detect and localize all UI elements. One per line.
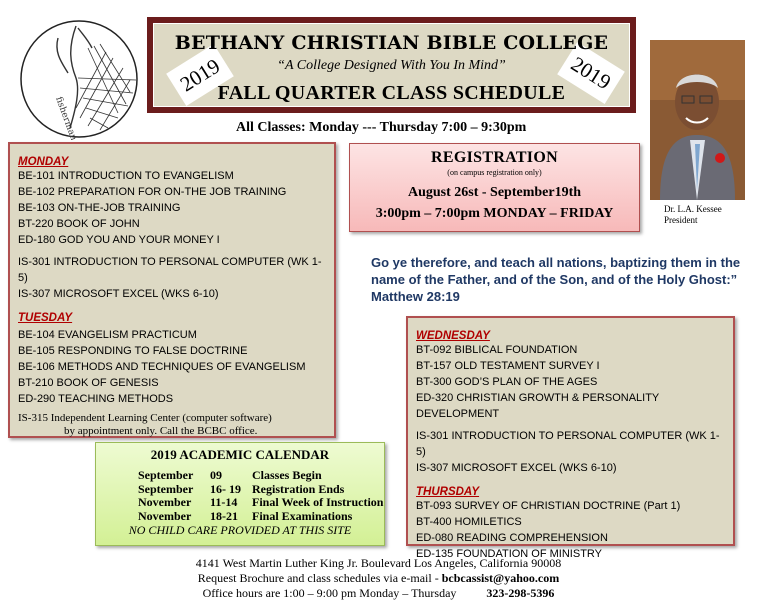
monday-tuesday-schedule	[8, 142, 336, 438]
course-item: BE-101 INTRODUCTION TO EVANGELISM	[18, 170, 234, 182]
calendar-days: 16- 19	[210, 481, 241, 496]
course-item: ED-290 TEACHING METHODS	[18, 393, 174, 405]
tuesday-note-line-1: IS-315 Independent Learning Center (computer software)	[18, 412, 272, 424]
year-badge-right: 2019	[557, 42, 625, 104]
registration-note: (on campus registration only)	[447, 168, 542, 177]
course-item: ED-080 READING COMPREHENSION	[416, 532, 608, 544]
college-logo	[18, 18, 140, 140]
registration-title: REGISTRATION	[431, 149, 558, 166]
thursday-heading: THURSDAY	[416, 486, 480, 498]
calendar-title: 2019 ACADEMIC CALENDAR	[150, 447, 330, 462]
scripture-verse: Go ye therefore, and teach all nations, baptizing them in the name of the Father, and of the Son, and of the Holy Ghost:” Matthew 28:19	[371, 255, 741, 304]
table-row	[138, 510, 383, 524]
monday-heading: MONDAY	[18, 156, 69, 168]
calendar-month: September	[138, 468, 194, 482]
calendar-event: Final Week of Instruction	[252, 495, 384, 509]
course-item: IS-301 INTRODUCTION TO PERSONAL COMPUTER (WK 1-5)	[416, 430, 720, 458]
calendar-table	[138, 469, 383, 523]
wednesday-thursday-schedule	[406, 316, 735, 560]
calendar-event: Final Examinations	[252, 508, 353, 523]
president-title: President	[664, 215, 698, 225]
table-row	[138, 496, 383, 510]
course-item: BE-105 RESPONDING TO FALSE DOCTRINE	[18, 345, 248, 357]
course-item: ED-180 GOD YOU AND YOUR MONEY I	[18, 234, 220, 246]
course-item: BE-103 ON-THE-JOB TRAINING	[18, 202, 181, 214]
footer-office-line	[0, 586, 757, 601]
calendar-event: Registration Ends	[252, 481, 345, 496]
schedule-title: FALL QUARTER CLASS SCHEDULE	[217, 82, 566, 104]
college-name: BETHANY CHRISTIAN BIBLE COLLEGE	[174, 32, 609, 54]
calendar-days: 09	[210, 468, 222, 482]
academic-calendar	[95, 442, 385, 546]
table-row	[138, 483, 383, 497]
president-photo	[650, 40, 745, 200]
contact-phone: 323-298-5396	[486, 586, 555, 600]
course-item: IS-307 MICROSOFT EXCEL (WKS 6-10)	[18, 288, 219, 300]
logo-text: fisherman	[53, 95, 79, 140]
year-badge-left: 2019	[166, 44, 234, 106]
tuesday-note-line-2: by appointment only. Call the BCBC office.	[64, 425, 258, 437]
fisherman-net-logo-icon	[18, 18, 140, 140]
course-item: IS-307 MICROSOFT EXCEL (WKS 6-10)	[416, 462, 617, 474]
registration-hours: 3:00pm – 7:00pm MONDAY – FRIDAY	[375, 206, 614, 221]
all-classes-hours: All Classes: Monday --- Thursday 7:00 – 9:30pm	[236, 120, 527, 135]
course-item: BE-104 EVANGELISM PRACTICUM	[18, 329, 197, 341]
footer	[0, 556, 757, 601]
contact-email-link[interactable]: bcbcassist@yahoo.com	[441, 571, 560, 585]
course-item: BT-210 BOOK OF GENESIS	[18, 377, 159, 389]
course-item: BT-220 BOOK OF JOHN	[18, 218, 140, 230]
wednesday-heading: WEDNESDAY	[416, 330, 490, 342]
header-banner	[147, 17, 636, 113]
calendar-days: 18-21	[210, 508, 238, 523]
president-caption	[664, 204, 722, 226]
childcare-note: NO CHILD CARE PROVIDED AT THIS SITE	[128, 523, 352, 537]
footer-office-hours: Office hours are 1:00 – 9:00 pm Monday – Thursday	[202, 586, 457, 600]
president-name: Dr. L.A. Kessee	[664, 204, 722, 214]
registration-box	[349, 143, 640, 232]
course-item: ED-320 CHRISTIAN GROWTH & PERSONALITY DEVELOPMENT	[416, 392, 660, 420]
course-item: IS-301 INTRODUCTION TO PERSONAL COMPUTER (WK 1-5)	[18, 256, 322, 284]
calendar-days: 11-14	[210, 495, 238, 509]
course-item: ED-135 FOUNDATION OF MINISTRY	[416, 548, 603, 560]
table-row	[138, 469, 383, 483]
footer-request-line	[0, 571, 757, 586]
tuesday-heading: TUESDAY	[18, 312, 73, 324]
footer-request-text: Request Brochure and class schedules via e-mail -	[197, 571, 442, 585]
course-item: BE-102 PREPARATION FOR ON-THE JOB TRAINING	[18, 186, 287, 198]
calendar-event: Classes Begin	[252, 468, 322, 482]
tagline: “A College Designed With You In Mind”	[277, 58, 506, 73]
course-item: BT-093 SURVEY OF CHRISTIAN DOCTRINE (Part 1)	[416, 500, 681, 512]
course-item: BT-300 GOD’S PLAN OF THE AGES	[416, 376, 598, 388]
course-item: BT-092 BIBLICAL FOUNDATION	[416, 344, 578, 356]
registration-dates: August 26st - September19th	[407, 185, 582, 200]
course-item: BE-106 METHODS AND TECHNIQUES OF EVANGELISM	[18, 361, 306, 373]
footer-address: 4141 West Martin Luther King Jr. Boulevard Los Angeles, California 90008	[195, 556, 562, 570]
calendar-month: November	[138, 495, 192, 509]
course-item: BT-157 OLD TESTAMENT SURVEY I	[416, 360, 600, 372]
calendar-month: September	[138, 481, 194, 496]
course-item: BT-400 HOMILETICS	[416, 516, 522, 528]
calendar-month: November	[138, 508, 192, 523]
